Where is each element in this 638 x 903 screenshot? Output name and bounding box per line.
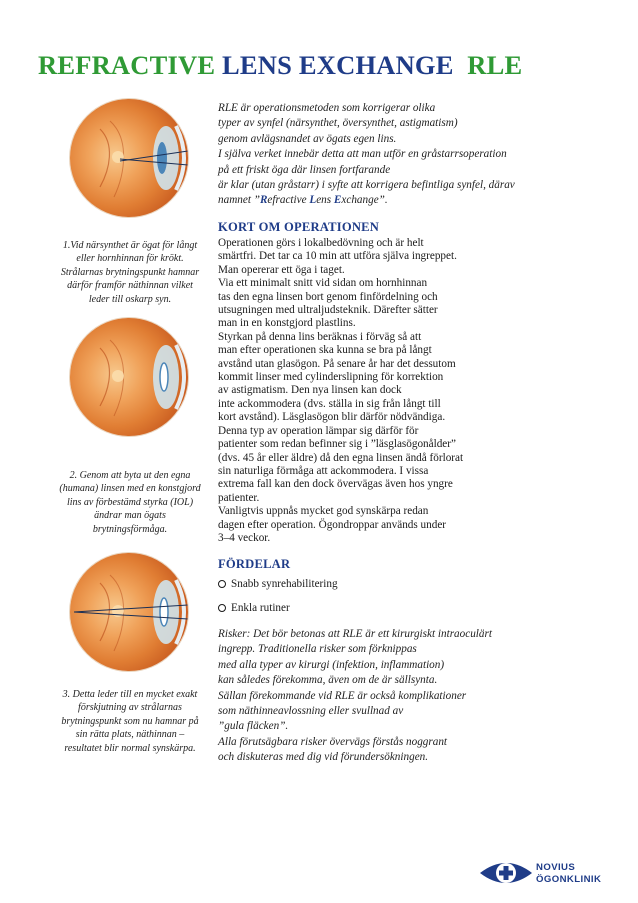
text-line: patienter som redan befinner sig i ”läsglasögonålder” — [218, 438, 456, 451]
text-line: med alla typer av kirurgi (infektion, inflammation) — [218, 658, 445, 671]
text-line: Risker: Det bör betonas att RLE är ett kirurgiskt intraoculärt — [218, 628, 492, 640]
text-line: som näthinneavlossning eller svullnad av — [218, 705, 404, 718]
text-line: Via ett minimalt snitt vid sidan om hornhinnan — [218, 277, 428, 290]
novius-logo — [478, 855, 602, 891]
text-line: Man opererar ett öga i taget. — [218, 263, 345, 276]
list-item: Enkla rutiner — [218, 600, 338, 616]
text-line: Operationen görs i lokalbedövning och är helt — [218, 237, 424, 249]
text-line: tas den egna linsen bort genom finfördelning och — [218, 290, 438, 303]
text-line: inte ackommodera (dvs. ställa in sig från långt till — [218, 397, 441, 410]
section-heading-benefits: FÖRDELAR — [218, 557, 291, 571]
eye-cross-section-icon — [70, 318, 188, 436]
text-line: dagen efter operation. Ögondroppar används under — [218, 518, 447, 531]
risks-paragraph — [218, 627, 598, 766]
text-line: kort avstånd). Läsglasögon blir därför nödvändiga. — [218, 411, 446, 424]
text-line: Denna typ av operation lämpar sig därför för — [218, 424, 419, 437]
logo-text-ogonklinik: ÖGONKLINIK — [536, 874, 602, 885]
text-line: ingrepp. Traditionella risker som förknippas — [218, 643, 417, 656]
eye-cross-logo-icon — [478, 855, 534, 891]
text-line: smärtfri. Det tar ca 10 min att utföra själva ingreppet. — [218, 250, 457, 263]
title-refractive: REFRACTIVE — [38, 50, 216, 80]
text-line: 3–4 veckor. — [218, 531, 271, 544]
section-heading-operation: KORT OM OPERATIONEN — [218, 220, 380, 234]
eye-cross-section-icon — [70, 553, 188, 671]
text-line-name: namnet ”Refractive Lens Exchange”. — [218, 194, 388, 207]
circle-bullet-icon — [218, 604, 226, 612]
circle-bullet-icon — [218, 580, 226, 588]
text-line: kommit linser med cylinderslipning för korrektion — [218, 371, 444, 384]
text-line: Vanligtvis uppnås mycket god synskärpa redan — [218, 505, 429, 518]
benefits-list — [218, 576, 338, 624]
operation-paragraph — [218, 237, 598, 545]
name-initial-l: L — [309, 194, 317, 207]
text-line: RLE är operationsmetoden som korrigerar olika — [218, 102, 436, 114]
text-line: typer av synfel (närsynthet, översynthet, astigmatism) — [218, 117, 458, 130]
text-line: Sällan förekommande vid RLE är också komplikationer — [218, 689, 467, 702]
name-initial-e: E — [333, 194, 342, 207]
image-caption-1: 1.Vid närsynthet är ögat för långt eller hornhinnan för krökt. Strålarnas brytningspunkt hamnar därför framför näthinnan vilket leder till oskarp syn. — [60, 240, 200, 305]
image-caption-2: 2. Genom att byta ut den egna (humana) linsen med en konstgjord lins av förbestämd styrka (IOL) ändrar man ögats brytningsförmåga. — [59, 470, 201, 535]
text-line: extrema fall kan den dock övervägas även hos yngre — [218, 478, 453, 491]
text-line: man efter operationen ska kunna se bra på långt — [218, 344, 432, 357]
text-line: sin naturliga förmåga att ackommodera. I vissa — [218, 464, 429, 477]
text-line: Alla förutsägbara risker övervägs förstås noggrant — [218, 735, 448, 748]
eye-cross-section-icon — [70, 99, 188, 217]
text-line: (dvs. 45 år eller äldre) då den egna linsen ändå förlorat — [218, 451, 464, 464]
title-rle: RLE — [467, 50, 523, 80]
text-line: man in en konstgjord plastlins. — [218, 317, 356, 330]
logo-text-novius: NOVIUS — [536, 862, 576, 873]
text-line: av astigmatism. Den nya linsen kan dock — [218, 384, 402, 397]
image-caption-3: 3. Detta leder till en mycket exakt förskjutning av strålarnas brytningspunkt som nu hamnar på sin rätta plats, näthinnan – resultatet blir normal synskärpa. — [61, 689, 199, 754]
text-line: utsugningen med ultraljudsteknik. Därefter sätter — [218, 304, 438, 317]
text-line: är klar (utan gråstarr) i syfte att korrigera befintliga synfel, därav — [218, 179, 515, 192]
text-line: ”gula fläcken”. — [218, 720, 289, 733]
text-line: och diskuteras med dig vid förundersökningen. — [218, 751, 429, 764]
text-line: I själva verket innebär detta att man utför en gråstarrsoperation — [218, 148, 507, 161]
text-line: genom avlägsnandet av ögats egen lins. — [218, 132, 397, 145]
intro-paragraph — [218, 101, 598, 209]
text-line: patienter. — [218, 491, 260, 504]
text-line: Styrkan på denna lins beräknas i förväg så att — [218, 330, 422, 343]
name-initial-r: R — [259, 194, 268, 207]
text-line: avstånd utan glasögon. På senare år har det dessutom — [218, 357, 456, 370]
list-item: Snabb synrehabilitering — [218, 576, 338, 592]
document-title — [38, 52, 522, 79]
text-line: kan således förekomma, även om de är sällsynta. — [218, 674, 438, 687]
text-line: på ett friskt öga där linsen fortfarande — [218, 163, 391, 176]
title-lens-exchange: LENS EXCHANGE — [222, 50, 454, 80]
